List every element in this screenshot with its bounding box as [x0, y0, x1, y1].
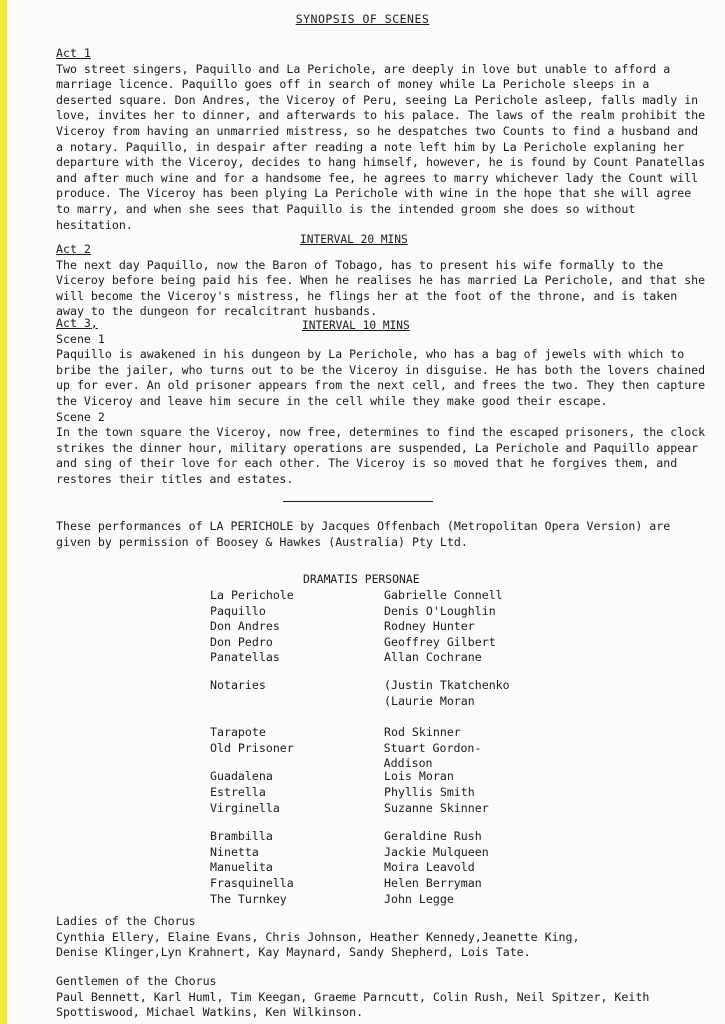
- cast-role: Don Andres: [210, 619, 280, 634]
- cast-role: La Perichole: [210, 588, 294, 602]
- cast-row: [210, 860, 530, 876]
- cast-row: [210, 604, 530, 620]
- cast-role: Ninetta: [210, 844, 259, 859]
- page-title: [0, 12, 725, 28]
- cast-actor: John Legge: [384, 891, 454, 906]
- cast-actor: Denis O'Loughlin: [384, 603, 496, 618]
- cast-actor: Geoffrey Gilbert: [384, 634, 496, 649]
- cast-actor: (Justin Tkatchenko: [384, 677, 510, 692]
- act2-heading: Act 2: [56, 242, 91, 256]
- act3-section: [56, 316, 706, 488]
- gentlemen-names-line: Spottiswood, Michael Watkins, Ken Wilkinson.: [56, 1005, 364, 1020]
- act1-text: Two street singers, Paquillo and La Perichole, are deeply in love but unable to afford a marriage licence. Paquillo goes off in search of money while La Perichole sleeps in a deserted square. Don Andres, the Viceroy of Peru, seeing La Perichole asleep, falls madly in love, invites her to dinner, and afterwards to his palace. The laws of the realm prohibit the Viceroy from having an unmarried mistress, so he despatches two Counts to find a husband and a notary. Paquillo, in despair after reading a note left him by La Perichole explaning her departure with the Viceroy, decides to hang himself, however, he is found by Count Panatellas and after much wine and for a handsome fee, he agrees to marry whichever lady the Count will produce. The Viceroy has been plying La Perichole with wine in the hope that she will agree to marry, and when she sees that Paquillo is the intended groom she does so without hesitation.: [56, 61, 706, 232]
- cast-spacer: [210, 816, 530, 829]
- title-text: SYNOPSIS OF SCENES: [295, 12, 430, 26]
- cast-actor: Jackie Mulqueen: [384, 844, 489, 859]
- cast-role: Panatellas: [210, 650, 280, 665]
- gentlemen-heading: Gentlemen of the Chorus: [56, 974, 217, 988]
- ladies-names-line: Cynthia Ellery, Elaine Evans, Chris Johnson, Heather Kennedy,Jeanette King,: [56, 929, 580, 944]
- interval-2: INTERVAL 10 MINS: [302, 319, 410, 332]
- cast-actor: Lois Moran: [384, 769, 454, 784]
- cast-role: Notaries: [210, 677, 266, 692]
- cast-role: Paquillo: [210, 603, 266, 618]
- act1-section: [56, 46, 706, 233]
- cast-spacer: [210, 709, 530, 725]
- scene2-text: In the town square the Viceroy, now free, determines to find the escaped prisoners, the clock strikes the dinner hour, military operations are suspended, La Perichole and Paquillo appear and sing of their love for each other. The Viceroy is so moved that he forgives them, and restores their titles and estates.: [56, 425, 706, 486]
- cast-row: [210, 725, 530, 741]
- cast-role: Tarapote: [210, 725, 266, 740]
- cast-row: [210, 635, 530, 651]
- cast-spacer: [210, 756, 530, 769]
- cast-actor: Suzanne Skinner: [384, 800, 489, 815]
- cast-actor: Geraldine Rush: [384, 829, 482, 844]
- act2-text: The next day Paquillo, now the Baron of Tobago, has to present his wife formally to the Viceroy before being paid his fee. When he realises he has married La Perichole, and that she will become the Viceroy's mistress, he flings her at the foot of the throne, and is taken away to the dungeon for recalcitrant husbands.: [56, 257, 706, 319]
- cast-row: [210, 678, 530, 694]
- section-divider: [283, 501, 433, 502]
- permission-notice: [56, 519, 706, 550]
- scene1-text: Paquillo is awakened in his dungeon by La Perichole, who has a bag of jewels with which to bribe the jailer, who turns out to be the Viceroy in disguise. He has both the lovers chained up for ever. An old prisoner appears from the next cell, and frees the two. They then capture the Viceroy and leave him secure in the cell while they make good their escape.: [56, 347, 706, 408]
- cast-row: [210, 801, 530, 817]
- cast-role: Don Pedro: [210, 634, 273, 649]
- cast-actor: Rod Skinner: [384, 725, 461, 740]
- cast-row: [210, 892, 530, 908]
- ladies-names-line: Denise Klinger,Lyn Krahnert, Kay Maynard, Sandy Shepherd, Lois Tate.: [56, 945, 531, 960]
- cast-role: Guadalena: [210, 769, 273, 784]
- cast-row: [210, 785, 530, 801]
- cast-row: [210, 740, 530, 771]
- gentlemen-names-line: Paul Bennett, Karl Huml, Tim Keegan, Graeme Parncutt, Colin Rush, Neil Spitzer, Keith: [56, 989, 650, 1004]
- cast-row: [210, 845, 530, 861]
- permission-text: These performances of LA PERICHOLE by Jacques Offenbach (Metropolitan Opera Version) are given by permission of Boosey & Hawkes (Australia) Pty Ltd.: [56, 519, 671, 549]
- cast-role: Manuelita: [210, 860, 273, 875]
- cast-actor: Moira Leavold: [384, 860, 475, 875]
- cast-row: [210, 650, 530, 666]
- act2-section: [56, 242, 706, 320]
- cast-role: Estrella: [210, 784, 266, 799]
- cast-actor: (Laurie Moran: [384, 693, 475, 708]
- cast-role: Frasquinella: [210, 875, 294, 890]
- cast-row: [210, 588, 530, 604]
- dramatis-personae-heading: DRAMATIS PERSONAE: [303, 572, 420, 586]
- cast-role: [210, 694, 384, 710]
- cast-row: [210, 694, 530, 710]
- cast-actor: Stuart Gordon-Addison: [383, 740, 482, 771]
- cast-role: Virginella: [210, 800, 280, 815]
- cast-actor: Rodney Hunter: [384, 619, 475, 634]
- act1-heading: Act 1: [56, 46, 91, 60]
- ladies-heading: Ladies of the Chorus: [56, 914, 196, 928]
- scene1-heading: Scene 1: [56, 331, 105, 346]
- cast-actor: Gabrielle Connell: [384, 588, 503, 602]
- interval-1: INTERVAL 20 MINS: [300, 233, 408, 246]
- act3-heading: Act 3,: [56, 316, 98, 330]
- cast-actor: Phyllis Smith: [384, 784, 475, 799]
- cast-row: [210, 876, 530, 892]
- cast-row: [210, 619, 530, 635]
- cast-list: [210, 588, 530, 907]
- ladies-chorus: [56, 914, 706, 961]
- cast-role: The Turnkey: [210, 891, 287, 906]
- cast-actor: Helen Berryman: [384, 875, 482, 890]
- scene2-heading: Scene 2: [56, 409, 105, 424]
- gentlemen-chorus: [56, 974, 721, 1021]
- cast-actor: Allan Cochrane: [384, 650, 482, 665]
- cast-role: Brambilla: [210, 829, 273, 844]
- cast-row: [210, 829, 530, 845]
- cast-role: Old Prisoner: [210, 740, 294, 755]
- cast-spacer: [210, 666, 530, 678]
- cast-row: [210, 769, 530, 785]
